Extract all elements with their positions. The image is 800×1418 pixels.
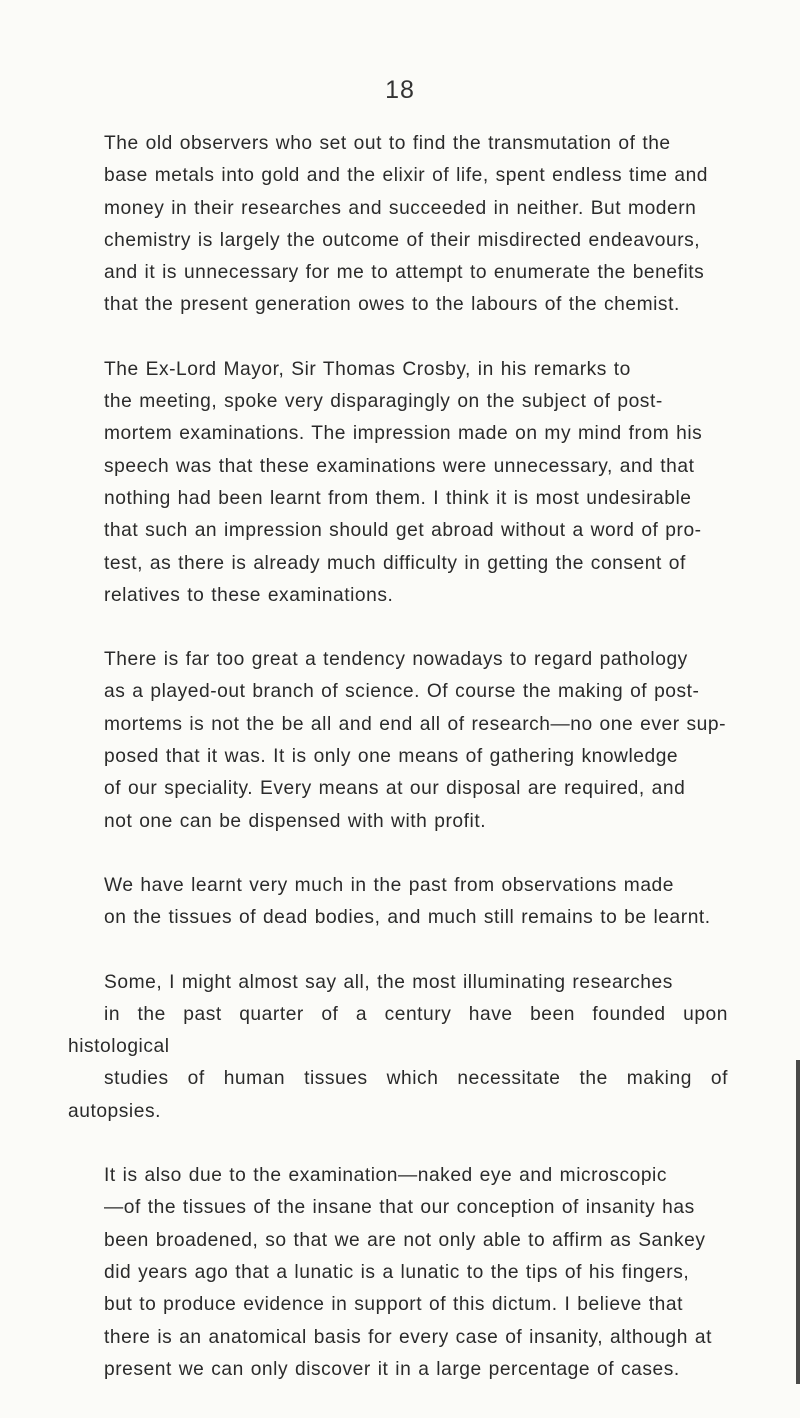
text-line: speech was that these examinations were unnecessary, and that — [104, 455, 695, 477]
text-line: on the tissues of dead bodies, and much still remains to be learnt. — [104, 907, 711, 929]
text-line: been broadened, so that we are not only able to affirm as Sankey — [104, 1229, 706, 1251]
text-line: —of the tissues of the insane that our conception of insanity has — [104, 1197, 695, 1219]
text-line: studies of human tissues which necessitate the making of autopsies. — [68, 1068, 728, 1122]
text-line: There is far too great a tendency nowadays to regard pathology — [104, 649, 688, 671]
text-line: and it is unnecessary for me to attempt to enumerate the benefits — [104, 262, 705, 284]
text-line: that the present generation owes to the labours of the chemist. — [104, 294, 680, 316]
paragraph — [68, 870, 728, 935]
paragraph — [68, 644, 728, 838]
page-edge-shadow — [796, 1060, 800, 1384]
text-line: chemistry is largely the outcome of their misdirected endeavours, — [104, 229, 701, 251]
text-line: in the past quarter of a century have been founded upon histological — [68, 1003, 728, 1058]
text-line: money in their researches and succeeded in neither. But modern — [104, 197, 697, 219]
text-line: Some, I might almost say all, the most illuminating researches — [104, 971, 673, 993]
text-line: did years ago that a lunatic is a lunatic to the tips of his fingers, — [104, 1261, 690, 1283]
text-line: The Ex-Lord Mayor, Sir Thomas Crosby, in his remarks to — [104, 358, 631, 380]
text-line: there is an anatomical basis for every case of insanity, although at — [104, 1326, 712, 1348]
paragraph — [68, 354, 728, 612]
text-line: mortems is not the be all and end all of research—no one ever sup- — [104, 713, 727, 735]
text-line: base metals into gold and the elixir of life, spent endless time and — [104, 165, 709, 187]
text-line: We have learnt very much in the past from observations made — [104, 874, 675, 896]
text-line: nothing had been learnt from them. I think it is most undesirable — [104, 487, 692, 509]
paragraph — [68, 128, 728, 322]
paragraph — [68, 967, 728, 1128]
text-line: posed that it was. It is only one means of gathering knowledge — [104, 746, 679, 768]
paragraph — [68, 1160, 728, 1386]
text-line: but to produce evidence in support of this dictum. I believe that — [104, 1294, 683, 1316]
text-line: It is also due to the examination—naked eye and microscopic — [104, 1165, 667, 1187]
text-line: the meeting, spoke very disparagingly on the subject of post- — [104, 391, 663, 413]
body-text — [68, 128, 728, 1418]
text-line: The old observers who set out to find the transmutation of the — [104, 133, 671, 154]
text-line: not one can be dispensed with with profit. — [104, 810, 487, 832]
text-line: test, as there is already much difficulty in getting the consent of — [104, 552, 686, 574]
text-line: as a played-out branch of science. Of course the making of post- — [104, 681, 700, 703]
text-line: relatives to these examinations. — [104, 584, 394, 606]
text-line: of our speciality. Every means at our disposal are required, and — [104, 778, 686, 800]
text-line: mortem examinations. The impression made on my mind from his — [104, 423, 703, 445]
text-line: present we can only discover it in a large percentage of cases. — [104, 1358, 680, 1380]
text-line: that such an impression should get abroad without a word of pro- — [104, 520, 702, 542]
page-number: 18 — [385, 76, 415, 104]
